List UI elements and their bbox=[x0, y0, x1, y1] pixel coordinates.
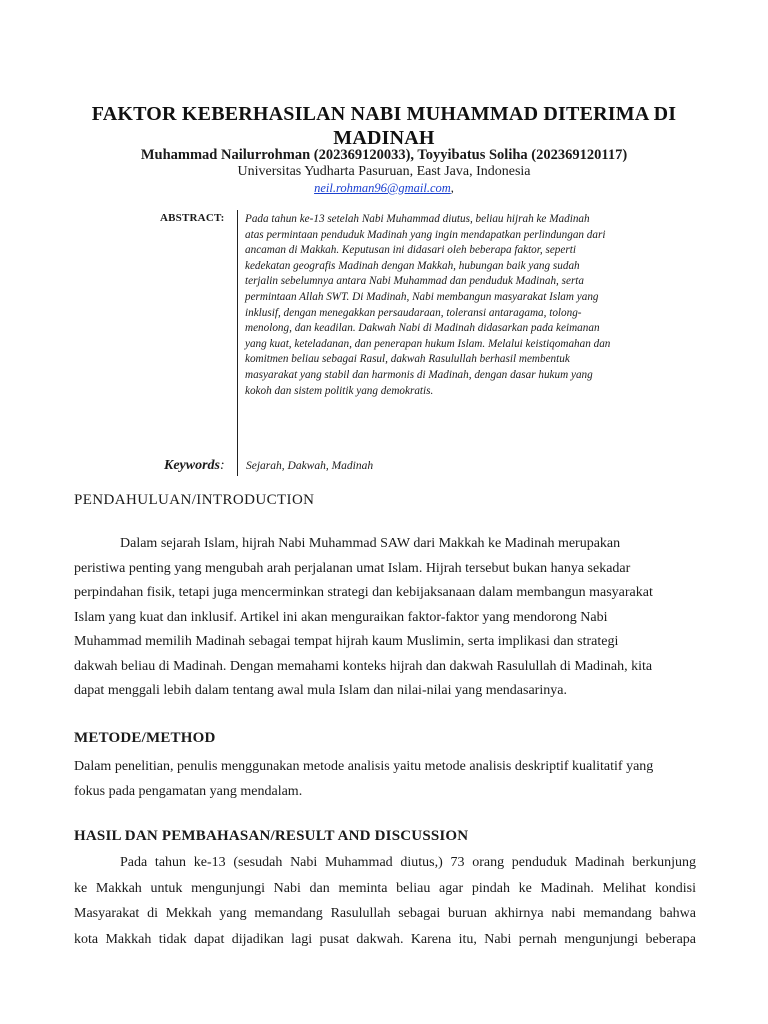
abstract-line: permintaan Allah SWT. Di Madinah, Nabi membangun masyarakat Islam yang bbox=[245, 290, 599, 303]
abstract-line: atas permintaan penduduk Madinah yang ingin mendapatkan perlindungan dari bbox=[245, 228, 606, 241]
paper-title bbox=[60, 102, 708, 150]
title-line: MADINAH bbox=[333, 127, 435, 149]
abstract-text bbox=[245, 212, 645, 399]
paragraph-line: dakwah beliau di Madinah. Dengan memahami konteks hijrah dan dakwah Rasulullah di Madinah, kita bbox=[74, 658, 653, 674]
paragraph-line: kota Makkah tidak dapat dijadikan lagi pusat dakwah. Karena itu, Nabi pernah mengunjungi beberapa bbox=[74, 931, 696, 947]
paragraph-line: ke Makkah untuk mengunjungi Nabi dan meminta beliau agar pindah ke Madinah. Melihat kondisi bbox=[74, 880, 696, 896]
affiliation: Universitas Yudharta Pasuruan, East Java, Indonesia bbox=[237, 164, 531, 179]
paragraph-line: Pada tahun ke-13 (sesudah Nabi Muhammad diutus,) 73 orang penduduk Madinah berkunjung bbox=[120, 855, 696, 870]
paragraph-line: Islam yang kuat dan inklusif. Artikel ini akan menguraikan faktor-faktor yang mendorong Nabi bbox=[74, 609, 608, 625]
paragraph-line: dapat menggali lebih dalam tentang awal mula Islam dan nilai-nilai yang mendasarinya. bbox=[74, 683, 567, 698]
abstract-line: kedekatan geografis Madinah dengan Makkah, hubungan baik yang sudah bbox=[245, 259, 580, 272]
keywords-label-text: Keywords bbox=[164, 458, 220, 473]
abstract-line: komitmen beliau sebagai Rasul, dakwah Rasulullah berhasil membentuk bbox=[245, 353, 570, 366]
abstract-line: terjalin sebelumnya antara Nabi Muhammad dan penduduk Madinah, serta bbox=[245, 275, 585, 288]
email-separator: , bbox=[450, 181, 454, 195]
email-line bbox=[60, 180, 708, 196]
paragraph-line: Muhammad memilih Madinah sebagai tempat hijrah kaum Muslimin, serta implikasi dan strategi bbox=[74, 634, 619, 649]
keywords-text: Sejarah, Dakwah, Madinah bbox=[246, 460, 374, 472]
paragraph-line: fokus pada pengamatan yang mendalam. bbox=[74, 783, 303, 799]
abstract-line: Pada tahun ke-13 setelah Nabi Muhammad diutus, beliau hijrah ke Madinah bbox=[245, 213, 590, 225]
method-paragraph bbox=[74, 755, 696, 804]
abstract-label: ABSTRACT: bbox=[160, 212, 225, 224]
keywords-colon: : bbox=[220, 458, 225, 473]
abstract-line: masyarakat yang stabil dan harmonis di Madinah, dengan dasar hukum yang bbox=[245, 368, 593, 381]
abstract-line: ancaman di Makkah. Keputusan ini didasari oleh beberapa faktor, seperti bbox=[245, 244, 576, 257]
abstract-line: menolong, dan keadilan. Dakwah Nabi di Madinah didasarkan pada keimanan bbox=[245, 322, 600, 335]
paragraph-line: perpindahan fisik, tetapi juga mencerminkan strategi dan kebijaksanaan dalam membangun masyarakat bbox=[74, 585, 653, 600]
paragraph-line: peristiwa penting yang mengubah arah perjalanan umat Islam. Hijrah tersebut bukan hanya sekadar bbox=[74, 560, 631, 576]
section-heading-result: HASIL DAN PEMBAHASAN/RESULT AND DISCUSSION bbox=[74, 828, 469, 844]
paragraph-line: Masyarakat di Mekkah yang memandang Rasulullah sebagai buruan akhirnya nabi memandang bahwa bbox=[74, 906, 696, 921]
keywords-label bbox=[164, 458, 225, 474]
paragraph-line: Dalam penelitian, penulis menggunakan metode analisis yaitu metode analisis deskriptif kualitatif yang bbox=[74, 759, 654, 774]
introduction-paragraph bbox=[74, 532, 696, 704]
section-heading-method: METODE/METHOD bbox=[74, 730, 216, 746]
paragraph-line: Dalam sejarah Islam, hijrah Nabi Muhammad SAW dari Makkah ke Madinah merupakan bbox=[120, 536, 621, 551]
abstract-line: inklusif, dengan menegakkan persaudaraan, toleransi antaragama, tolong- bbox=[245, 306, 582, 319]
abstract-line: kokoh dan sistem politik yang demokratis. bbox=[245, 384, 434, 397]
email-link[interactable]: neil.rohman96@gmail.com bbox=[314, 181, 451, 195]
section-heading-introduction: PENDAHULUAN/INTRODUCTION bbox=[74, 492, 315, 508]
result-paragraph bbox=[74, 850, 696, 952]
abstract-divider bbox=[237, 210, 238, 476]
author-list: Muhammad Nailurrohman (202369120033), Toyyibatus Soliha (202369120117) bbox=[140, 147, 628, 163]
abstract-line: yang kuat, keteladanan, dan penerapan hukum Islam. Melalui keistiqomahan dan bbox=[245, 337, 611, 350]
title-line: FAKTOR KEBERHASILAN NABI MUHAMMAD DITERIMA DI bbox=[91, 103, 677, 125]
